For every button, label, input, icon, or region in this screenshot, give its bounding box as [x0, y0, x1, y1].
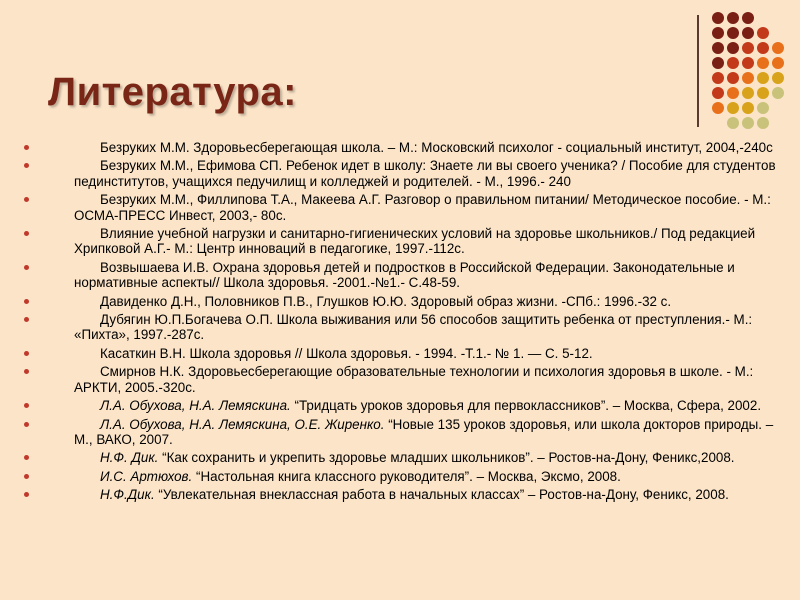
reference-text — [74, 469, 776, 484]
reference-text: Безруких М.М., Филлипова Т.А., Макеева А.Г. Разговор о правильном питании/ Методическое пособие. - М.: ОСМА-ПРЕСС Инвест, 2003,- 80с. — [74, 192, 771, 223]
decorative-dot — [727, 117, 739, 129]
reference-author: Л.А. Обухова, Н.А. Лемяскина. — [100, 398, 291, 414]
reference-item — [24, 346, 776, 361]
bullet-icon — [24, 422, 29, 427]
reference-author: Н.Ф. Дик. — [100, 450, 159, 466]
reference-text: Влияние учебной нагрузки и санитарно-гигиенических условий на здоровье школьников./ Под редакцией Хрипковой А.Г.- М.: Центр инноваций в педагогике, 1997.-112с. — [74, 226, 756, 257]
decorative-dot — [712, 12, 724, 24]
vertical-divider — [697, 15, 699, 127]
decorative-dot — [712, 102, 724, 114]
reference-author: Л.А. Обухова, Н.А. Лемяскина, О.Е. Жиренко. — [100, 416, 385, 432]
decorative-dot — [757, 117, 769, 129]
reference-text — [74, 450, 776, 465]
reference-text: Давиденко Д.Н., Половников П.В., Глушков Ю.Ю. Здоровый образ жизни. -СПб.: 1996.-32 с. — [100, 293, 672, 309]
decorative-dot — [742, 72, 754, 84]
reference-item — [24, 312, 776, 343]
decorative-dot — [712, 87, 724, 99]
decorative-dot — [727, 87, 739, 99]
reference-text — [74, 417, 776, 448]
reference-list — [24, 140, 776, 506]
decorative-dot — [757, 42, 769, 54]
decorative-dot — [757, 87, 769, 99]
bullet-icon — [24, 197, 29, 202]
bullet-icon — [24, 231, 29, 236]
decorative-dot — [742, 42, 754, 54]
decorative-dot — [712, 27, 724, 39]
decorative-dot — [742, 117, 754, 129]
decorative-dot — [742, 12, 754, 24]
decorative-dot — [742, 87, 754, 99]
reference-author: И.С. Артюхов. — [100, 468, 193, 484]
reference-item — [24, 487, 776, 502]
reference-text: Смирнов Н.К. Здоровьесберегающие образовательные технологии и психология здоровья в школе. - М.: АРКТИ, 2005.-320с. — [74, 364, 754, 395]
decorative-dot — [712, 42, 724, 54]
bullet-icon — [24, 351, 29, 356]
decorative-dot — [727, 72, 739, 84]
reference-item — [24, 192, 776, 223]
decorative-dot — [757, 57, 769, 69]
bullet-icon — [24, 265, 29, 270]
bullet-icon — [24, 403, 29, 408]
bullet-icon — [24, 145, 29, 150]
reference-text: Безруких М.М., Ефимова СП. Ребенок идет в школу: Знаете ли вы своего ученика? / Пособие для студентов пединститутов, учащихся педучилищ и колледжей и родителей. - М., 1996.- 240 — [74, 158, 776, 189]
reference-item — [24, 294, 776, 309]
reference-item — [24, 158, 776, 189]
decorative-dot — [772, 72, 784, 84]
decorative-dot — [757, 72, 769, 84]
decorative-dot — [742, 57, 754, 69]
reference-text: Возвышаева И.В. Охрана здоровья детей и подростков в Российской Федерации. Законодательные и нормативные аспекты// Школа здоровья. -2001.-№1.- С.48-59. — [74, 259, 735, 291]
bullet-icon — [24, 474, 29, 479]
reference-rest: “Увлекательная внеклассная работа в начальных классах” – Ростов-на-Дону, Феникс, 2008. — [154, 487, 729, 503]
decorative-dot — [712, 57, 724, 69]
reference-item — [24, 260, 776, 291]
decorative-dot — [742, 27, 754, 39]
reference-text: Безруких М.М. Здоровьесберегающая школа. – М.: Московский психолог - социальный институт, 2004,-240с — [100, 140, 773, 155]
reference-item — [24, 364, 776, 395]
bullet-icon — [24, 299, 29, 304]
reference-item — [24, 417, 776, 448]
decorative-dot — [727, 12, 739, 24]
reference-text — [74, 487, 776, 502]
decorative-dot — [772, 42, 784, 54]
reference-text: Касаткин В.Н. Школа здоровья // Школа здоровья. - 1994. -Т.1.- № 1. — С. 5-12. — [100, 345, 593, 361]
bullet-icon — [24, 455, 29, 460]
reference-rest: “Тридцать уроков здоровья для первоклассников”. – Москва, Сфера, 2002. — [290, 398, 762, 414]
decorative-dot — [712, 72, 724, 84]
reference-item — [24, 450, 776, 465]
slide-title: Литература: — [48, 70, 297, 114]
decorative-dot — [727, 42, 739, 54]
reference-rest: “Как сохранить и укрепить здоровье младших школьников”. – Ростов-на-Дону, Феникс,2008. — [158, 450, 735, 466]
reference-rest: “Новые 135 уроков здоровья, или школа докторов природы. – М., ВАКО, 2007. — [74, 416, 774, 447]
decorative-dot — [757, 102, 769, 114]
decorative-dot — [727, 57, 739, 69]
bullet-icon — [24, 369, 29, 374]
bullet-icon — [24, 163, 29, 168]
reference-text: Дубягин Ю.П.Богачева О.П. Школа выживания или 56 способов защитить ребенка от преступления.- М.: «Пихта», 1997.-287с. — [74, 312, 753, 343]
reference-text — [74, 398, 776, 413]
reference-item — [24, 226, 776, 257]
decorative-dot — [757, 27, 769, 39]
reference-item — [24, 469, 776, 484]
reference-author: Н.Ф.Дик. — [100, 487, 155, 503]
bullet-icon — [24, 492, 29, 497]
decorative-dot — [742, 102, 754, 114]
decorative-dot — [772, 57, 784, 69]
decorative-dot — [727, 102, 739, 114]
decorative-dot — [772, 87, 784, 99]
bullet-icon — [24, 317, 29, 322]
reference-rest: “Настольная книга классного руководителя”. – Москва, Эксмо, 2008. — [192, 468, 621, 484]
reference-item — [24, 140, 776, 155]
decorative-dot — [727, 27, 739, 39]
reference-item — [24, 398, 776, 413]
